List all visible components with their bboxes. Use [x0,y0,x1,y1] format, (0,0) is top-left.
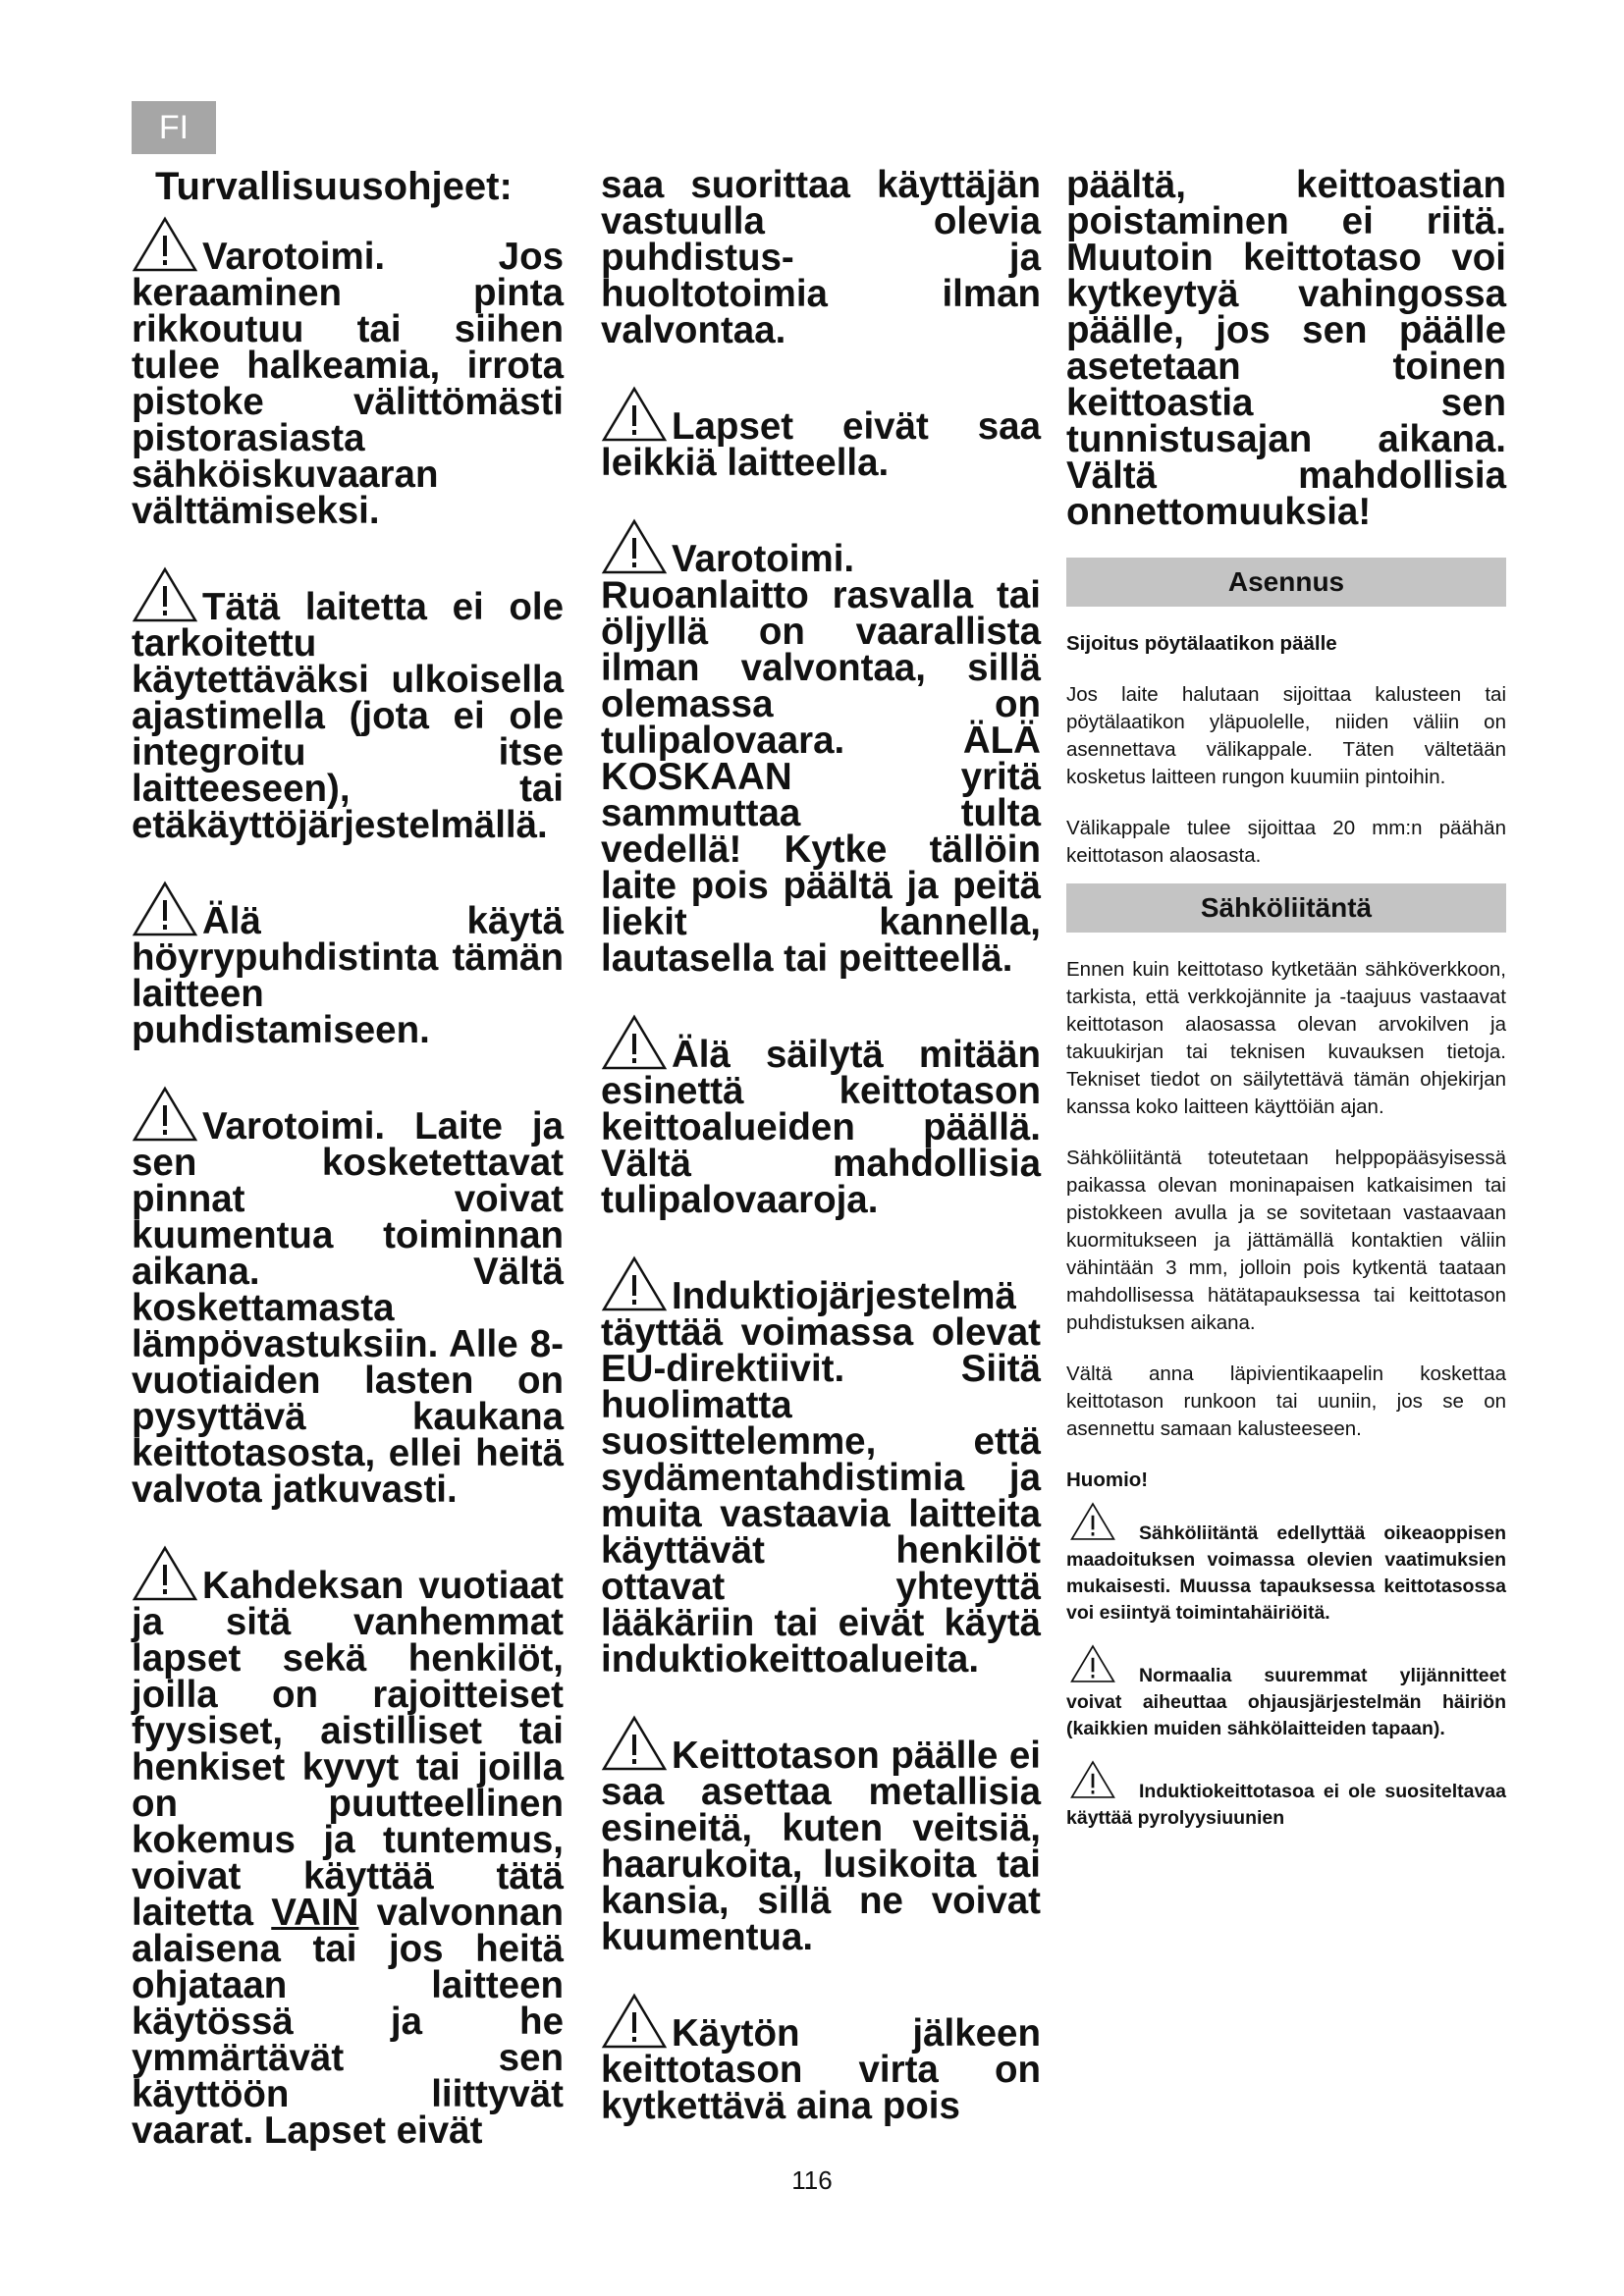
warning-icon [132,566,198,623]
warning-icon [1066,1760,1119,1799]
body-text: Sähköliitäntä toteutetaan helppopääsyisessä paikassa olevan moninapaisen katkaisimen tai pistokkeen avulla ja se sovitetaan vastaavaan kuormitukseen ja jättämällä kontaktien väliin vähintään 3 mm, jolloin pois kytkentä taataan mahdollisessa hätätapauksessa tai keittotason puhdistuksen aikana. [1066,1147,1506,1334]
section-header-asennus: Asennus [1066,558,1506,607]
column-3 [1066,164,1506,1832]
warning-paragraph: Älä säilytä mitään esinettä keittotason keittoalueiden päällä. Vältä mahdollisia tulipalovaaroja. [601,1014,1041,1218]
warning-icon [1066,1644,1119,1683]
warning-paragraph: Varotoimi. Jos keraaminen pinta rikkoutuu tai siihen tulee halkeamia, irrota pistoke välittömästi pistorasiasta sähköiskuvaaran välttämiseksi. [132,216,564,529]
column-2 [601,164,1041,2127]
page-number: 116 [791,2165,833,2195]
warning-paragraph: Keittotason päälle ei saa asettaa metallisia esineitä, kuten veitsiä, haarukoita, lusikoita tai kansia, sillä ne voivat kuumentua. [601,1715,1041,1955]
body-text: Vältä anna läpivientikaapelin koskettaa keittotason runkoon tai uuniin, jos se on asennettu samaan kalusteeseen. [1066,1362,1506,1440]
body-text: Jos laite halutaan sijoittaa kalusteen tai pöytälaatikon yläpuolelle, niiden väliin on asennettava välikappale. Täten vältetään kosketus laitteen rungon kuumiin pintoihin. [1066,683,1506,788]
note-heading: Huomio! [1066,1468,1149,1491]
warning-paragraph: Lapset eivät saa leikkiä laitteella. [601,386,1041,481]
warning-icon [601,386,668,443]
section-header-sahkoliitanta: Sähköliitäntä [1066,883,1506,933]
warning-paragraph: Kahdeksan vuotiaat ja sitä vanhemmat lapset sekä henkilöt, joilla on rajoitteiset fyysiset, aistilliset tai henkiset kyvyt tai joilla on puutteellinen kokemus ja tuntemus, voivat käyttää tätä laitetta VAIN valvonnan alaisena tai jos heitä ohjataan laitteen käytössä ja he ymmärtävät sen käyttöön liittyvät vaarat. Lapset eivät [132,1545,564,2149]
continued-paragraph: saa suorittaa käyttäjän vastuulla olevia puhdistus- ja huoltotoimia ilman valvontaa. [601,164,1041,351]
body-text: Ennen kuin keittotaso kytketään sähköverkkoon, tarkista, että verkkojännite ja -taajuus vastaavat keittotason alaosassa olevan arvokilven ja takuukirjan tai teknisen kuvauksen tietoja. Tekniset tiedot on säilytettävä tämän ohjekirjan kanssa koko laitteen käyttöiän ajan. [1066,958,1506,1118]
warning-icon [601,1014,668,1071]
warning-icon [132,1545,198,1602]
warning-paragraph: Tätä laitetta ei ole tarkoitettu käytettäväksi ulkoisella ajastimella (jota ei ole integroitu itse laitteeseen), tai etäkäyttöjärjestelmällä. [132,566,564,843]
warning-icon [601,1715,668,1772]
warning-icon [601,1993,668,2050]
body-text: Välikappale tulee sijoittaa 20 mm:n päähän keittotason alaosasta. [1066,817,1506,867]
warning-icon [132,881,198,937]
emphasis-only: VAIN [271,1892,359,1934]
note-paragraph: Induktiokeittotasoa ei ole suositeltavaa käyttää pyrolyysiuunien [1066,1760,1506,1832]
column-1 [132,165,564,2152]
warning-icon [601,1255,668,1312]
safety-title: Turvallisuusohjeet: [155,165,513,208]
warning-icon [132,1086,198,1143]
language-badge: FI [132,101,216,154]
warning-icon [132,216,198,273]
note-paragraph: Sähköliitäntä edellyttää oikeaoppisen maadoituksen voimassa olevien vaatimuksien mukaisesti. Muussa tapauksessa keittotasossa voi esiintyä toimintahäiriöitä. [1066,1502,1506,1627]
warning-icon [1066,1502,1119,1541]
warning-icon [601,518,668,575]
continued-paragraph: päältä, keittoastian poistaminen ei riitä. Muutoin keittotaso voi kytkeytyä vahingossa päälle, jos sen päälle asetetaan toinen keittoastia sen tunnistusajan aikana. Vältä mahdollisia onnettomuuksia! [1066,164,1506,533]
subheading: Sijoitus pöytälaatikon päälle [1066,632,1337,655]
note-paragraph: Normaalia suuremmat ylijännitteet voivat aiheuttaa ohjausjärjestelmän häiriön (kaikkien muiden sähkölaitteiden tapaan). [1066,1644,1506,1742]
warning-paragraph: Induktiojärjestelmä täyttää voimassa olevat EU-direktiivit. Siitä huolimatta suosittelemme, että sydämentahdistimia ja muita vastaavia laitteita käyttävät henkilöt ottavat yhteyttä lääkäriin tai eivät käytä induktiokeittoalueita. [601,1255,1041,1678]
warning-paragraph: Älä käytä höyrypuhdistinta tämän laitteen puhdistamiseen. [132,881,564,1048]
warning-paragraph: Varotoimi. Laite ja sen kosketettavat pinnat voivat kuumentua toiminnan aikana. Vältä koskettamasta lämpövastuksiin. Alle 8-vuotiaiden lasten on pysyttävä kaukana keittotasosta, ellei heitä valvota jatkuvasti. [132,1086,564,1508]
warning-paragraph: Käytön jälkeen keittotason virta on kytkettävä aina pois [601,1993,1041,2124]
warning-paragraph: Varotoimi. Ruoanlaitto rasvalla tai öljyllä on vaarallista ilman valvontaa, sillä olemassa on tulipalovaara. ÄLÄ KOSKAAN yritä sammuttaa tulta vedellä! Kytke tällöin laite pois päältä ja peitä liekit kannella, lautasella tai peitteellä. [601,518,1041,977]
